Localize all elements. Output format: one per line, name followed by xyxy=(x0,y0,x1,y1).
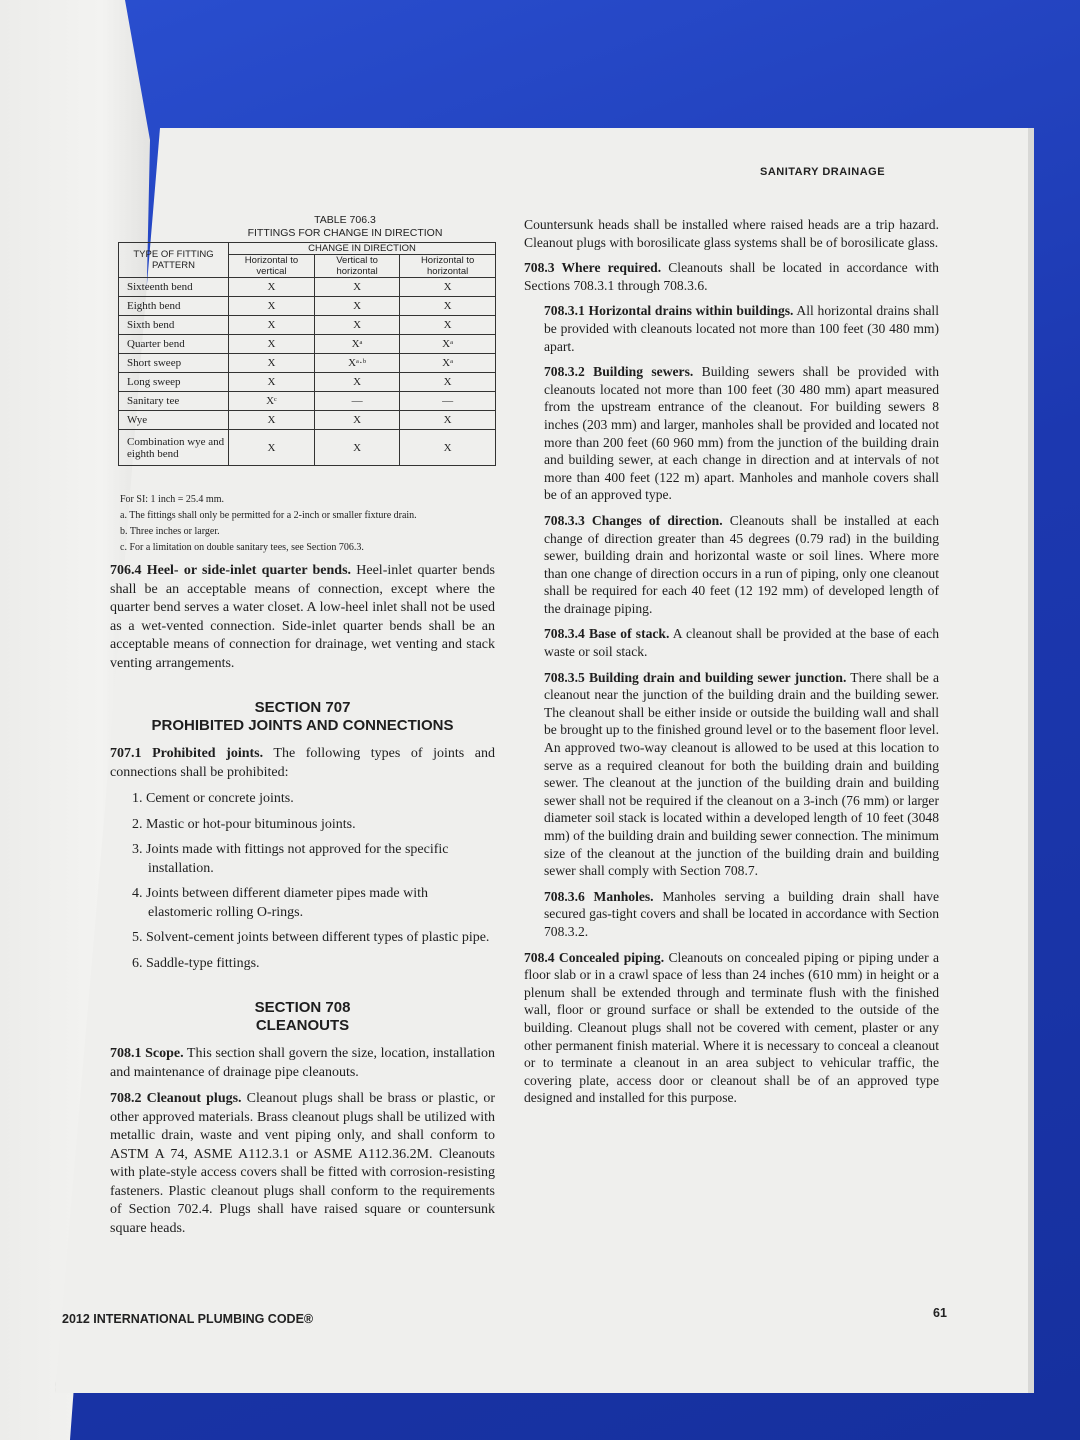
section-number: 708.4 Concealed piping. xyxy=(524,949,665,965)
row-label: Short sweep xyxy=(119,354,229,373)
section-706-4 xyxy=(110,562,495,673)
right-column xyxy=(524,216,939,1115)
list-item: 2. Mastic or hot-pour bituminous joints. xyxy=(132,816,356,832)
footnote: b. Three inches or larger. xyxy=(120,526,220,537)
section-number: 708.2 Cleanout plugs. xyxy=(110,1091,242,1106)
section-text: All horizontal drains shall be provided with cleanouts located not more than 100 feet (30 480 mm) apart. xyxy=(544,303,939,354)
list-item: 1. Cement or concrete joints. xyxy=(132,791,294,806)
section-number: 707.1 Prohibited joints. xyxy=(110,746,264,761)
table-row xyxy=(119,373,496,392)
section-708-3-1 xyxy=(524,302,939,355)
footnote: a. The fittings shall only be permitted for a 2-inch or smaller fixture drain. xyxy=(120,510,417,521)
footnote: For SI: 1 inch = 25.4 mm. xyxy=(120,494,224,505)
section-text: Cleanouts on concealed piping or piping under a floor slab or in a crawl space of less than 24 inches (610 mm) in height or a plenum shall be extended through and terminate flush with the finished wall, floor or ground surface or shall be extended to the outside of the building. Cleanout plugs shall not be covered with cement, plaster or any other permanent finish material. Where it is necessary to conceal a cleanout or to terminate a cleanout in an area subject to vehicular traffic, the covering plate, access door or cleanout shall be of an approved type designed and installed for this purpose. xyxy=(524,949,939,1106)
section-707-heading xyxy=(110,699,495,735)
cell: X xyxy=(400,411,496,430)
cell: X xyxy=(229,430,315,466)
list-item: 6. Saddle-type fittings. xyxy=(132,955,260,971)
section-707-number: SECTION 707 xyxy=(254,699,351,716)
section-number: 708.1 Scope. xyxy=(110,1046,184,1061)
cell: X xyxy=(314,278,399,297)
table-row xyxy=(119,316,496,335)
table-row xyxy=(119,411,496,430)
table-title: FITTINGS FOR CHANGE IN DIRECTION xyxy=(247,227,443,239)
cell: Xᵃ xyxy=(400,354,496,373)
cell: X xyxy=(400,316,496,335)
table-col-vh: Vertical to horizontal xyxy=(314,255,399,278)
section-number: 708.3.4 Base of stack. xyxy=(544,626,670,642)
cell: X xyxy=(229,411,315,430)
section-708-3-2 xyxy=(524,363,939,504)
left-column xyxy=(110,562,495,1246)
cell: X xyxy=(229,335,315,354)
cell: Xᵃ xyxy=(400,335,496,354)
table-title-block xyxy=(195,214,495,240)
table-row xyxy=(119,335,496,354)
list-item: 5. Solvent-cement joints between different types of plastic pipe. xyxy=(132,930,490,945)
row-label: Quarter bend xyxy=(119,335,229,354)
table-row xyxy=(119,430,496,466)
table-col-hv: Horizontal to vertical xyxy=(229,255,315,278)
cell: X xyxy=(229,297,315,316)
cell: X xyxy=(400,373,496,392)
section-number: 708.3 Where required. xyxy=(524,260,662,276)
section-708-3-3 xyxy=(524,512,939,618)
book-title-footer: 2012 INTERNATIONAL PLUMBING CODE® xyxy=(62,1312,314,1326)
cell: — xyxy=(400,392,496,411)
cell: X xyxy=(229,354,315,373)
section-number: 708.3.1 Horizontal drains within buildings. xyxy=(544,303,794,319)
cell: X xyxy=(314,316,399,335)
section-number: 708.3.2 Building sewers. xyxy=(544,364,694,380)
table-row xyxy=(119,392,496,411)
cell: X xyxy=(229,373,315,392)
section-number: 708.3.3 Changes of direction. xyxy=(544,512,723,528)
section-text: A cleanout shall be provided at the base of each waste or soil stack. xyxy=(544,626,939,660)
cell: Xᶜ xyxy=(229,392,315,411)
cell: — xyxy=(314,392,399,411)
cell: Xᵃ·ᵇ xyxy=(314,354,399,373)
row-label: Eighth bend xyxy=(119,297,229,316)
running-head: SANITARY DRAINAGE xyxy=(760,166,886,178)
section-text: Cleanouts shall be installed at each change of direction greater than 45 degrees (0.79 rad) in the building sewer, building drain and horizontal waste or soil lines. Where more than one change of direction occurs in a run of piping, only one cleanout shall be required for each 40 feet (12 192 mm) of developed length of the drainage piping. xyxy=(544,512,939,616)
row-label: Wye xyxy=(119,411,229,430)
page-number: 61 xyxy=(933,1306,947,1320)
section-708-3-6 xyxy=(524,888,939,941)
table-row xyxy=(119,278,496,297)
section-708-3 xyxy=(524,259,939,294)
table-col-type: TYPE OF FITTING PATTERN xyxy=(119,243,229,278)
prohibited-joints-list xyxy=(110,790,495,973)
table-group-header: CHANGE IN DIRECTION xyxy=(229,243,496,255)
section-708-number: SECTION 708 xyxy=(254,999,351,1016)
row-label: Sixth bend xyxy=(119,316,229,335)
list-item: 4. Joints between different diameter pipes made with elastomeric rolling O-rings. xyxy=(132,886,428,920)
section-708-2 xyxy=(110,1090,495,1238)
section-text: The following types of joints and connections shall be prohibited: xyxy=(110,746,495,780)
cell: X xyxy=(400,297,496,316)
section-708-4 xyxy=(524,949,939,1107)
table-number: TABLE 706.3 xyxy=(314,214,376,226)
row-label: Long sweep xyxy=(119,373,229,392)
section-text: Heel-inlet quarter bends shall be an acceptable means of connection, except where the quarter bend serves a water closet. A low-heel inlet shall not be used as a wet-vented connection. Side-inlet quarter bends shall be an acceptable means of connection for drainage, wet venting and stack venting arrangements. xyxy=(110,563,495,671)
row-label: Sanitary tee xyxy=(119,392,229,411)
section-708-1 xyxy=(110,1045,495,1082)
cell: X xyxy=(314,430,399,466)
section-708-heading xyxy=(110,999,495,1035)
cell: X xyxy=(400,278,496,297)
section-text: Cleanouts shall be located in accordance with Sections 708.3.1 through 708.3.6. xyxy=(524,260,939,293)
section-number: 706.4 Heel- or side-inlet quarter bends. xyxy=(110,563,352,578)
section-708-3-4 xyxy=(524,625,939,660)
cell: X xyxy=(314,297,399,316)
table-footnotes xyxy=(120,492,417,556)
section-text: Cleanout plugs shall be brass or plastic, or other approved materials. Brass cleanout plugs shall be utilized with metallic drain, waste and vent piping only, and shall conform to ASTM A 74, ASME A112.3.1 or ASME A112.36.2M. Cleanouts with plate-style access covers shall be fitted with corrosion-resisting fasteners. Plastic cleanout plugs shall conform to the requirements of Section 702.4. Plugs shall have raised square or countersunk square heads. xyxy=(110,1091,496,1236)
section-708-2-cont: Countersunk heads shall be installed where raised heads are a trip hazard. Cleanout plugs with borosilicate glass systems shall be of borosilicate glass. xyxy=(524,217,939,250)
cell: X xyxy=(314,411,399,430)
section-text: Building sewers shall be provided with cleanouts located not more than 100 feet (30 480 mm) apart measured from the upstream entrance of the cleanout. For building sewers 8 inches (203 mm) and larger, manholes shall be provided and located not more than 200 feet (60 960 mm) from the junction of the building drain and building sewer, at each change in direction and at intervals of not more than 400 feet (122 m) apart. Manholes and manhole covers shall be of an approved type. xyxy=(544,364,939,503)
section-number: 708.3.6 Manholes. xyxy=(544,888,654,904)
footnote: c. For a limitation on double sanitary tees, see Section 706.3. xyxy=(120,542,364,553)
cell: X xyxy=(229,278,315,297)
row-label: Combination wye and eighth bend xyxy=(119,430,229,466)
table-row xyxy=(119,297,496,316)
fittings-table xyxy=(118,242,496,466)
section-text: There shall be a cleanout near the junction of the building drain and the building sewer. The cleanout shall be either inside or outside the building wall and shall be brought up to the finished ground level or to the basement floor level. An approved two-way cleanout is allowed to be used at this location to serve as a required cleanout for both the building drain and building sewer. The cleanout at the junction of the building drain and building sewer shall not be required if the cleanout on a 3-inch (76 mm) or larger diameter soil stack is located within a developed length of 10 feet (3048 mm) of the building drain and building sewer connection. The minimum size of the cleanout at the junction of the building drain and building sewer shall comply with Section 708.7. xyxy=(544,669,939,879)
section-708-3-5 xyxy=(524,669,939,880)
section-text: This section shall govern the size, location, installation and maintenance of drainage pipe cleanouts. xyxy=(110,1046,495,1080)
row-label: Sixteenth bend xyxy=(119,278,229,297)
section-707-1 xyxy=(110,745,495,782)
cell: X xyxy=(314,373,399,392)
table-col-hh: Horizontal to horizontal xyxy=(400,255,496,278)
page-edge xyxy=(1028,128,1034,1393)
section-708-title: CLEANOUTS xyxy=(255,1017,350,1034)
cell: Xᵃ xyxy=(314,335,399,354)
section-number: 708.3.5 Building drain and building sewer junction. xyxy=(544,669,847,685)
table-row xyxy=(119,354,496,373)
cell: X xyxy=(400,430,496,466)
cell: X xyxy=(229,316,315,335)
list-item: 3. Joints made with fittings not approved for the specific installation. xyxy=(132,842,449,876)
section-707-title: PROHIBITED JOINTS AND CONNECTIONS xyxy=(151,717,454,734)
section-text: Manholes serving a building drain shall have secured gas-tight covers and shall be located in accordance with Section 708.3.2. xyxy=(544,888,939,939)
